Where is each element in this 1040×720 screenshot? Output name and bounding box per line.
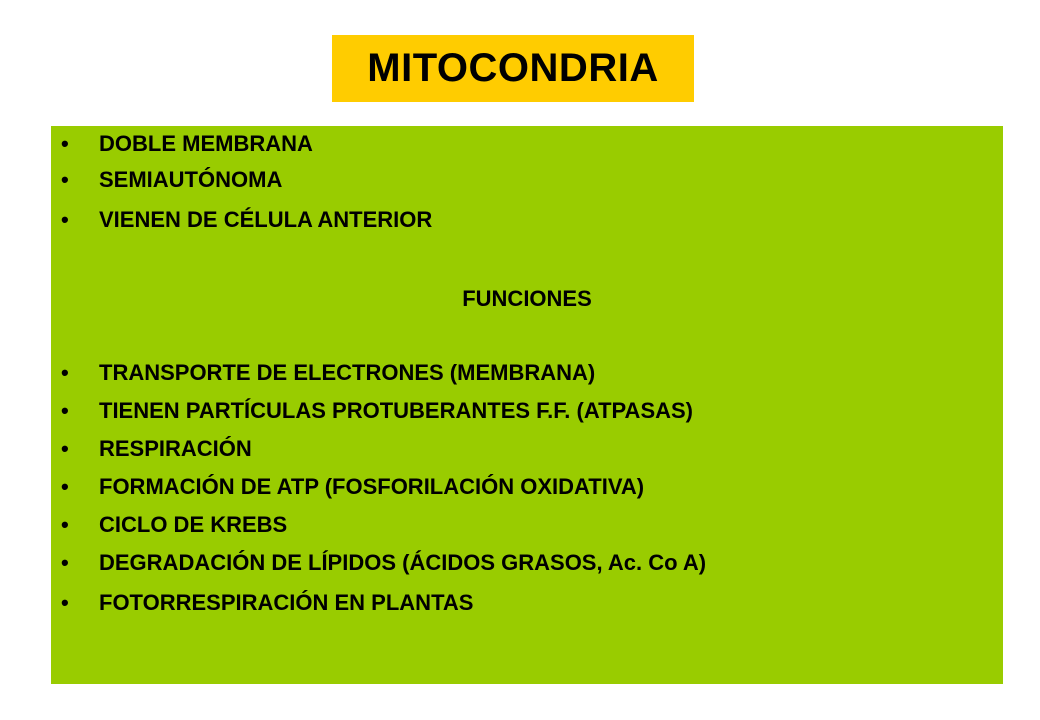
bullet-icon: • <box>61 398 69 423</box>
bullet-icon: • <box>61 360 69 385</box>
list-item-text: RESPIRACIÓN <box>99 436 252 461</box>
title-box <box>332 35 694 102</box>
bullet-icon: • <box>61 131 69 156</box>
list-item-text: FORMACIÓN DE ATP (FOSFORILACIÓN OXIDATIVA) <box>99 474 645 499</box>
list-item <box>51 545 706 581</box>
bullet-icon: • <box>61 550 69 575</box>
list-item-text: DOBLE MEMBRANA <box>99 131 313 156</box>
list-item <box>51 355 595 391</box>
list-item-text: DEGRADACIÓN DE LÍPIDOS (ÁCIDOS GRASOS, Ac. Co A) <box>99 550 707 575</box>
bullet-icon: • <box>61 512 69 537</box>
bullet-icon: • <box>61 167 69 192</box>
list-item-text: SEMIAUTÓNOMA <box>99 167 283 192</box>
bullet-icon: • <box>61 207 69 232</box>
list-item <box>51 202 432 238</box>
list-item <box>51 431 252 467</box>
list-item-text: TIENEN PARTÍCULAS PROTUBERANTES F.F. (ATPASAS) <box>99 398 694 423</box>
bullet-icon: • <box>61 436 69 461</box>
functions-heading: FUNCIONES <box>462 286 592 311</box>
bullet-icon: • <box>61 590 69 615</box>
list-item <box>51 162 282 198</box>
list-item <box>51 126 313 162</box>
page-title: MITOCONDRIA <box>367 46 659 90</box>
list-item-text: CICLO DE KREBS <box>99 512 288 537</box>
content-panel <box>51 126 1003 684</box>
list-item <box>51 469 644 505</box>
list-item-text: VIENEN DE CÉLULA ANTERIOR <box>99 207 433 232</box>
list-item-text: TRANSPORTE DE ELECTRONES (MEMBRANA) <box>99 360 596 385</box>
list-item-text: FOTORRESPIRACIÓN EN PLANTAS <box>99 590 474 615</box>
list-item <box>51 393 693 429</box>
list-item <box>51 585 473 621</box>
bullet-icon: • <box>61 474 69 499</box>
list-item <box>51 507 287 543</box>
